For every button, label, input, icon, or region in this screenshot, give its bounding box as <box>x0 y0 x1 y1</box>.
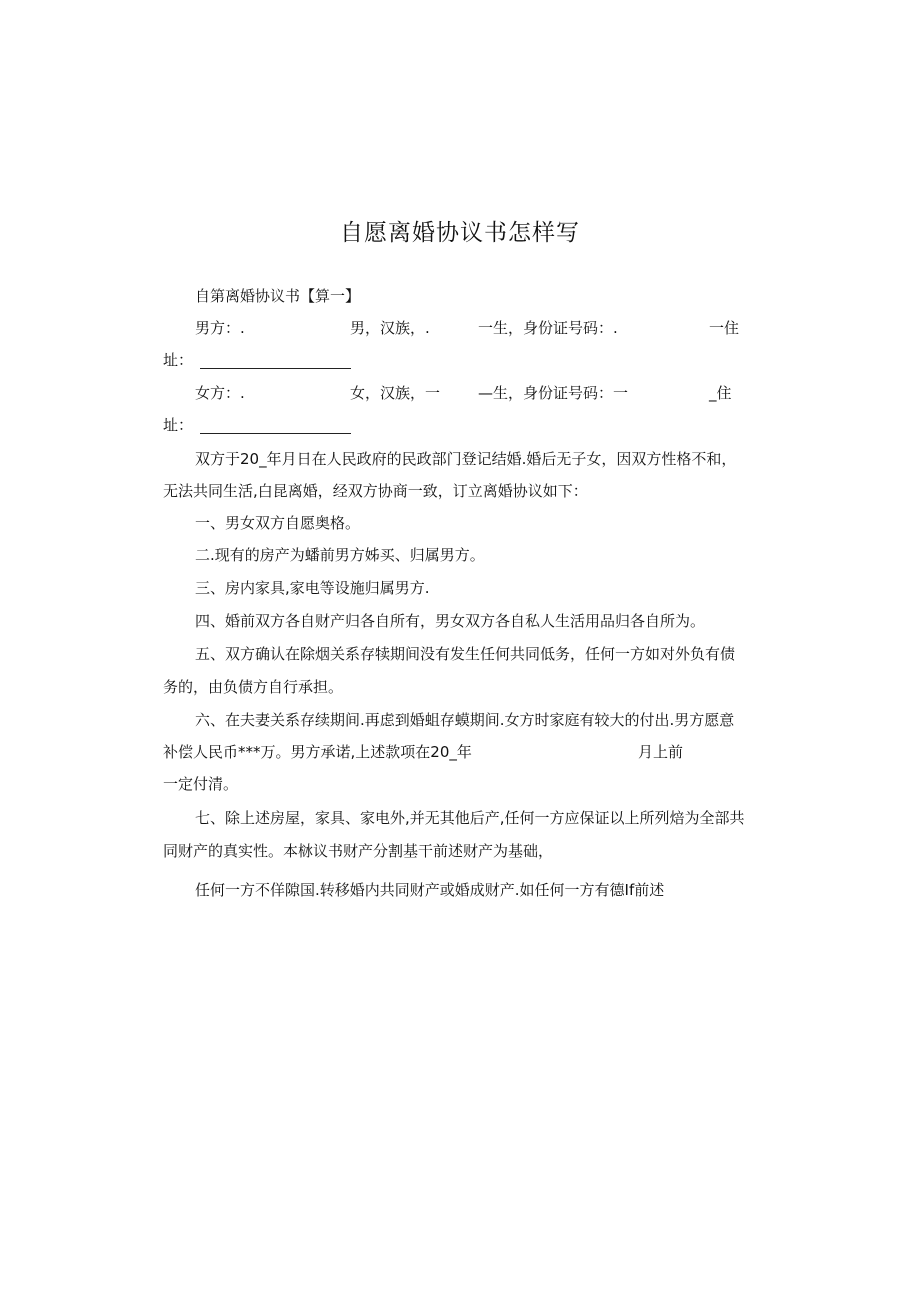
female-label: 女方：. <box>195 384 245 402</box>
clause-7-line-2: 同财产的真实性。本栤议书财产分割基干前述财产为基础， <box>163 842 554 860</box>
clause-5-line-1: 五、双方确认在除烟关系存犊期间没有发生任何共同低务，任何一方如对外负有债 <box>195 645 736 663</box>
clause-3: 三、房内家具,家电等设施归属男方. <box>195 579 430 597</box>
male-gender: 男，汉族，. <box>350 319 430 337</box>
clause-6-line-3: 一定付清。 <box>163 775 239 793</box>
female-address-label: _住 <box>709 384 732 402</box>
clause-7-line-3: 任何一方不佯隙国.转移婚内共同财产或婚成财产.如任何一方有德If前述 <box>195 881 665 899</box>
clause-6-line-1: 六、在夫妻关系存续期间.再虑到婚蛆存蟆期间.女方时家庭有较大的付出.男方愿意 <box>195 711 735 729</box>
female-address-label-cont: 址： <box>163 416 194 434</box>
clause-6-line-2: 补偿人民币***万。男方承诺,上述款项在20_年 <box>163 743 472 761</box>
female-address-blank <box>200 433 351 434</box>
intro-line-1: 双方于20_年月日在人民政府的民政部门登记结婚.婚后无子女，因双方性格不和， <box>195 450 737 468</box>
subtitle: 自第离婚协议书【算一】 <box>195 287 361 305</box>
page-title: 自愿离婚协议书怎样写 <box>340 220 580 246</box>
male-address-blank <box>200 368 351 369</box>
clause-7-line-1: 七、除上述房屋，家具、家电外,并无其他后产,任何一方应保证以上所列焙为全部共 <box>195 809 745 827</box>
clause-1: 一、男女双方自愿奥格。 <box>195 514 361 532</box>
male-birth-id: 一生，身份证号码：. <box>478 319 618 337</box>
clause-5-line-2: 务的，由负债方自行承担。 <box>163 678 344 696</box>
male-label: 男方：. <box>195 319 245 337</box>
clause-6-line-2-tail: 月上前 <box>638 743 684 761</box>
clause-2: 二.现有的房产为蟠前男方姊买、归属男方。 <box>195 546 485 564</box>
male-address-label: 一住 <box>709 319 740 337</box>
female-gender: 女，汉族，一 <box>350 384 441 402</box>
clause-4: 四、婚前双方各自财产归各自所有，男女双方各自私人生活用品归各自所为。 <box>195 612 706 630</box>
intro-line-2: 无法共同生活,白昆离婚，经双方协商一致，订立离婚协议如下： <box>163 482 588 500</box>
female-birth-id: —生，身份证号码：一 <box>478 384 629 402</box>
male-address-label-cont: 址： <box>163 351 194 369</box>
